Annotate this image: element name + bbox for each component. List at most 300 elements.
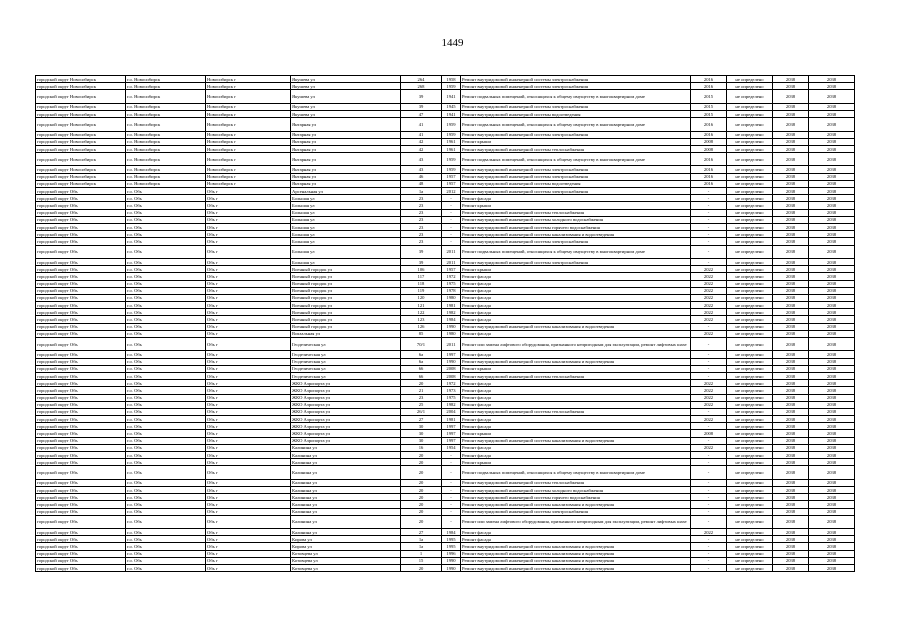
table-cell: 268 bbox=[401, 83, 442, 90]
table-cell: городской округ Обь bbox=[36, 466, 126, 479]
table-cell: Обь г bbox=[206, 437, 291, 444]
table-row bbox=[36, 83, 855, 90]
table-cell: Ремонт фасада bbox=[461, 423, 691, 430]
table-cell: 2038 bbox=[773, 416, 809, 423]
table-cell: Ремонт внутридомовой инженерной системы водоотведения bbox=[461, 180, 691, 187]
table-cell: Ремонт внутридомовой инженерной системы теплоснабжения bbox=[461, 145, 691, 152]
table-cell: г.о. Обь bbox=[126, 466, 206, 479]
table-cell: 85 bbox=[401, 330, 442, 337]
table-row bbox=[36, 131, 855, 138]
table-cell: не определено bbox=[727, 401, 773, 408]
table-cell: г.о. Обь bbox=[126, 195, 206, 202]
table-cell: Ремонт внутридомовой инженерной системы электроснабжения bbox=[461, 508, 691, 515]
table-cell: Ремонт подвальных помещений, относящихся к общему имуществу в многоквартирном доме bbox=[461, 90, 691, 103]
table-cell: Обь г bbox=[206, 394, 291, 401]
table-row bbox=[36, 394, 855, 401]
table-cell: 1990 bbox=[442, 358, 461, 365]
table-cell: 2038 bbox=[773, 103, 809, 110]
table-row bbox=[36, 365, 855, 372]
table-cell: 1984 bbox=[442, 316, 461, 323]
table-cell: 2038 bbox=[809, 287, 855, 294]
table-cell: Новосибирск г bbox=[206, 166, 291, 173]
table-cell: Военный городок ул bbox=[291, 266, 401, 273]
table-cell: 1975 bbox=[442, 394, 461, 401]
table-row bbox=[36, 223, 855, 230]
table-cell: 1980 bbox=[442, 294, 461, 301]
table-cell: 2038 bbox=[809, 479, 855, 486]
table-cell: г.о. Обь bbox=[126, 479, 206, 486]
table-cell: 2038 bbox=[773, 486, 809, 493]
table-cell: Ремонт внутридомовой инженерной системы электроснабжения bbox=[461, 173, 691, 180]
table-cell: 1975 bbox=[442, 280, 461, 287]
table-cell: г.о. Обь bbox=[126, 394, 206, 401]
table-cell: Ремонт внутридомовой инженерной системы электроснабжения bbox=[461, 76, 691, 83]
table-cell: 1995 bbox=[442, 536, 461, 543]
table-cell: 2016 bbox=[691, 131, 727, 138]
table-cell: городской округ Обь bbox=[36, 209, 126, 216]
table-cell: не определено bbox=[727, 486, 773, 493]
table-cell: г.о. Обь bbox=[126, 437, 206, 444]
table-cell: 2038 bbox=[809, 83, 855, 90]
table-cell: городской округ Обь bbox=[36, 401, 126, 408]
table-cell: городской округ Обь bbox=[36, 365, 126, 372]
table-cell: 2038 bbox=[773, 338, 809, 351]
table-cell: 1972 bbox=[442, 380, 461, 387]
table-cell: 23 bbox=[401, 223, 442, 230]
table-cell: 2038 bbox=[773, 323, 809, 330]
table-cell: - bbox=[691, 223, 727, 230]
table-cell: 2038 bbox=[809, 238, 855, 245]
table-cell: 2038 bbox=[773, 258, 809, 265]
table-cell: Большая ул bbox=[291, 202, 401, 209]
table-cell: 2038 bbox=[809, 258, 855, 265]
table-cell: городской округ Обь bbox=[36, 423, 126, 430]
table-cell: 20 bbox=[401, 501, 442, 508]
repair-schedule-table bbox=[35, 75, 855, 572]
table-cell: 20 bbox=[401, 515, 442, 528]
table-cell: Калинина ул bbox=[291, 479, 401, 486]
table-cell: - bbox=[691, 479, 727, 486]
table-cell: 2022 bbox=[691, 294, 727, 301]
table-cell: 20 bbox=[401, 486, 442, 493]
table-cell: не определено bbox=[727, 138, 773, 145]
table-cell: Ремонт внутридомовой инженерной системы горячего водоснабжения bbox=[461, 223, 691, 230]
table-cell: Ремонт фасада bbox=[461, 416, 691, 423]
table-cell: 2038 bbox=[809, 380, 855, 387]
table-cell: - bbox=[691, 437, 727, 444]
table-cell: не определено bbox=[727, 508, 773, 515]
table-cell: г.о. Обь bbox=[126, 209, 206, 216]
table-cell: городской округ Обь bbox=[36, 258, 126, 265]
table-cell: 1959 bbox=[442, 83, 461, 90]
table-cell: 1а bbox=[401, 188, 442, 195]
table-cell: 42 bbox=[401, 145, 442, 152]
table-cell: 2022 bbox=[691, 394, 727, 401]
table-cell: Якушева ул bbox=[291, 90, 401, 103]
table-cell: Новосибирск г bbox=[206, 180, 291, 187]
table-row bbox=[36, 565, 855, 572]
table-cell: 2016 bbox=[691, 166, 727, 173]
table-cell: 16 bbox=[401, 444, 442, 451]
table-cell: 2038 bbox=[773, 351, 809, 358]
table-cell: г.о. Новосибирск bbox=[126, 118, 206, 131]
table-cell: - bbox=[691, 557, 727, 564]
table-cell: 1978 bbox=[442, 287, 461, 294]
table-cell: Ремонт фасада bbox=[461, 302, 691, 309]
table-cell: Ремонт подвальных помещений, относящихся к общему имуществу в многоквартирном доме bbox=[461, 245, 691, 258]
table-cell: Обь г bbox=[206, 430, 291, 437]
table-row bbox=[36, 557, 855, 564]
table-cell: - bbox=[691, 231, 727, 238]
table-cell: 2016 bbox=[691, 173, 727, 180]
table-cell: 20 bbox=[401, 494, 442, 501]
table-cell: 2038 bbox=[809, 223, 855, 230]
table-cell: г.о. Обь bbox=[126, 408, 206, 415]
table-cell: 2038 bbox=[773, 110, 809, 117]
table-cell: - bbox=[442, 195, 461, 202]
table-cell: Обь г bbox=[206, 358, 291, 365]
table-cell: 20 bbox=[401, 452, 442, 459]
table-cell: не определено bbox=[727, 180, 773, 187]
table-cell: 2022 bbox=[691, 387, 727, 394]
table-cell: 2015 bbox=[691, 90, 727, 103]
table-cell: Обь г bbox=[206, 529, 291, 536]
table-cell: 23 bbox=[401, 216, 442, 223]
table-cell: 2022 bbox=[691, 302, 727, 309]
table-cell: Военный городок ул bbox=[291, 323, 401, 330]
table-cell: 2038 bbox=[773, 238, 809, 245]
table-cell: 2038 bbox=[773, 408, 809, 415]
table-cell: ЖКО Аэропорта ул bbox=[291, 423, 401, 430]
table-cell: городской округ Обь bbox=[36, 216, 126, 223]
table-cell: Ремонт внутридомовой инженерной системы электроснабжения bbox=[461, 103, 691, 110]
table-cell: 1941 bbox=[442, 110, 461, 117]
table-cell: Ремонт внутридомовой инженерной системы электроснабжения bbox=[461, 166, 691, 173]
table-cell: 2038 bbox=[809, 338, 855, 351]
table-cell: г.о. Новосибирск bbox=[126, 180, 206, 187]
table-cell: Янтарная ул bbox=[291, 180, 401, 187]
table-cell: не определено bbox=[727, 372, 773, 379]
table-cell: Обь г bbox=[206, 380, 291, 387]
table-cell: городской округ Обь bbox=[36, 380, 126, 387]
table-cell: - bbox=[691, 515, 727, 528]
table-cell: 1982 bbox=[442, 309, 461, 316]
table-cell: 2015 bbox=[691, 110, 727, 117]
table-cell: 2016 bbox=[691, 153, 727, 166]
table-cell: Новосибирск г bbox=[206, 173, 291, 180]
table-row bbox=[36, 138, 855, 145]
table-cell: 2038 bbox=[773, 180, 809, 187]
table-cell: 2038 bbox=[773, 466, 809, 479]
table-cell: Новосибирск г bbox=[206, 138, 291, 145]
table-cell: 46 bbox=[401, 173, 442, 180]
table-cell: Геодезическая ул bbox=[291, 365, 401, 372]
table-cell: городской округ Новосибирск bbox=[36, 153, 126, 166]
table-cell: городской округ Новосибирск bbox=[36, 90, 126, 103]
table-cell: 1995 bbox=[442, 543, 461, 550]
table-cell: г.о. Обь bbox=[126, 501, 206, 508]
table-row bbox=[36, 188, 855, 195]
table-cell: г.о. Обь bbox=[126, 543, 206, 550]
table-row bbox=[36, 287, 855, 294]
table-cell: г.о. Обь bbox=[126, 309, 206, 316]
table-cell: 1941 bbox=[442, 90, 461, 103]
table-cell: 39 bbox=[401, 245, 442, 258]
table-cell: г.о. Обь bbox=[126, 423, 206, 430]
table-cell: Обь г bbox=[206, 550, 291, 557]
table-cell: Якушева ул bbox=[291, 83, 401, 90]
table-cell: 1959 bbox=[442, 131, 461, 138]
table-cell: 2038 bbox=[773, 330, 809, 337]
table-cell: не определено bbox=[727, 557, 773, 564]
table-cell: г.о. Обь bbox=[126, 202, 206, 209]
table-row bbox=[36, 501, 855, 508]
table-cell: 2038 bbox=[773, 294, 809, 301]
table-cell: г.о. Новосибирск bbox=[126, 166, 206, 173]
table-cell: г.о. Обь bbox=[126, 444, 206, 451]
table-cell: Военный городок ул bbox=[291, 280, 401, 287]
table-cell: г.о. Обь bbox=[126, 302, 206, 309]
table-cell: г.о. Обь bbox=[126, 372, 206, 379]
table-cell: Якушева ул bbox=[291, 76, 401, 83]
table-cell: 1973 bbox=[442, 387, 461, 394]
table-cell: не определено bbox=[727, 103, 773, 110]
table-cell: 122 bbox=[401, 309, 442, 316]
table-cell: г.о. Обь bbox=[126, 216, 206, 223]
table-cell: 2038 bbox=[809, 330, 855, 337]
table-cell: Ремонт фасада bbox=[461, 529, 691, 536]
table-cell: Обь г bbox=[206, 494, 291, 501]
table-row bbox=[36, 351, 855, 358]
table-cell: не определено bbox=[727, 209, 773, 216]
table-cell: - bbox=[442, 223, 461, 230]
table-cell: 2012 bbox=[442, 188, 461, 195]
table-cell: Обь г bbox=[206, 188, 291, 195]
table-cell: г.о. Обь bbox=[126, 323, 206, 330]
table-cell: Геодезическая ул bbox=[291, 372, 401, 379]
table-cell: 1972 bbox=[442, 273, 461, 280]
table-cell: г.о. Обь bbox=[126, 351, 206, 358]
table-cell: 264 bbox=[401, 76, 442, 83]
table-cell: Новосибирск г bbox=[206, 103, 291, 110]
table-cell: г.о. Обь bbox=[126, 188, 206, 195]
table-cell: ЖКО Аэропорта ул bbox=[291, 401, 401, 408]
table-row bbox=[36, 173, 855, 180]
table-cell: Ремонт внутридомовой инженерной системы канализования и водоотведения bbox=[461, 231, 691, 238]
table-cell: Ремонт внутридомовой инженерной системы электроснабжения bbox=[461, 258, 691, 265]
table-cell: 2038 bbox=[773, 494, 809, 501]
table-cell: - bbox=[442, 508, 461, 515]
table-row bbox=[36, 330, 855, 337]
table-cell: 2038 bbox=[773, 536, 809, 543]
table-cell: Ремонт внутридомовой инженерной системы теплоснабжения bbox=[461, 408, 691, 415]
table-cell: 2038 bbox=[809, 316, 855, 323]
table-cell: 39 bbox=[401, 90, 442, 103]
table-cell: 1997 bbox=[442, 430, 461, 437]
table-row bbox=[36, 180, 855, 187]
table-cell: 2038 bbox=[809, 387, 855, 394]
table-cell: 2022 bbox=[691, 416, 727, 423]
table-cell: не определено bbox=[727, 338, 773, 351]
table-cell: Ремонт фасада bbox=[461, 195, 691, 202]
table-cell: г.о. Обь bbox=[126, 494, 206, 501]
table-row bbox=[36, 459, 855, 466]
table-cell: 2038 bbox=[809, 394, 855, 401]
table-cell: г.о. Новосибирск bbox=[126, 153, 206, 166]
table-cell: Калинина ул bbox=[291, 452, 401, 459]
table-cell: Ремонт фасада bbox=[461, 330, 691, 337]
table-cell: не определено bbox=[727, 166, 773, 173]
table-cell: Ремонт внутридомовой инженерной системы канализования и водоотведения bbox=[461, 557, 691, 564]
table-cell: не определено bbox=[727, 459, 773, 466]
table-cell: 2038 bbox=[809, 302, 855, 309]
table-cell: 41 bbox=[401, 131, 442, 138]
table-row bbox=[36, 430, 855, 437]
table-cell: 42 bbox=[401, 138, 442, 145]
table-cell: 2038 bbox=[773, 166, 809, 173]
table-cell: г.о. Новосибирск bbox=[126, 103, 206, 110]
table-cell: не определено bbox=[727, 529, 773, 536]
table-cell: 2038 bbox=[773, 529, 809, 536]
table-cell: Обь г bbox=[206, 258, 291, 265]
table-cell: не определено bbox=[727, 266, 773, 273]
table-row bbox=[36, 416, 855, 423]
table-cell: Военный городок ул bbox=[291, 287, 401, 294]
table-cell: 118 bbox=[401, 280, 442, 287]
table-cell: 2022 bbox=[691, 380, 727, 387]
table-row bbox=[36, 145, 855, 152]
table-cell: 1990 bbox=[442, 323, 461, 330]
table-cell: Новосибирск г bbox=[206, 145, 291, 152]
table-cell: 2038 bbox=[809, 273, 855, 280]
table-cell: 23 bbox=[401, 202, 442, 209]
table-row bbox=[36, 479, 855, 486]
table-cell: Калинина ул bbox=[291, 444, 401, 451]
table-cell: ЖКО Аэропорта ул bbox=[291, 394, 401, 401]
table-cell: 2008 bbox=[691, 138, 727, 145]
table-cell: не определено bbox=[727, 550, 773, 557]
table-cell: 1982 bbox=[442, 401, 461, 408]
table-cell: 2038 bbox=[809, 351, 855, 358]
table-cell: Ремонт фасада bbox=[461, 401, 691, 408]
table-cell: не определено bbox=[727, 83, 773, 90]
table-cell: Ремонт фасада bbox=[461, 351, 691, 358]
table-row bbox=[36, 103, 855, 110]
table-row bbox=[36, 202, 855, 209]
table-cell: 2038 bbox=[809, 565, 855, 572]
table-cell: 2022 bbox=[691, 401, 727, 408]
table-cell: 2016 bbox=[691, 83, 727, 90]
table-cell: 66 bbox=[401, 372, 442, 379]
table-cell: Военный городок ул bbox=[291, 316, 401, 323]
table-row bbox=[36, 258, 855, 265]
table-cell: 2011 bbox=[442, 258, 461, 265]
table-cell: Арсенальная ул bbox=[291, 188, 401, 195]
table-row bbox=[36, 209, 855, 216]
table-cell: Ремонт фасада bbox=[461, 280, 691, 287]
table-cell: не определено bbox=[727, 316, 773, 323]
table-cell: 2016 bbox=[691, 180, 727, 187]
table-row bbox=[36, 316, 855, 323]
table-cell: 66 bbox=[401, 365, 442, 372]
table-cell: Большая ул bbox=[291, 238, 401, 245]
table-cell: Ремонт внутридомовой инженерной системы канализования и водоотведения bbox=[461, 543, 691, 550]
table-row bbox=[36, 444, 855, 451]
table-cell: 2038 bbox=[809, 138, 855, 145]
table-cell: 1961 bbox=[442, 138, 461, 145]
table-cell: не определено bbox=[727, 501, 773, 508]
table-cell: - bbox=[691, 238, 727, 245]
table-cell: 2038 bbox=[809, 550, 855, 557]
table-cell: 2008 bbox=[691, 430, 727, 437]
table-cell: 21 bbox=[401, 387, 442, 394]
table-cell: 2038 bbox=[809, 188, 855, 195]
table-cell: Ремонт фасада bbox=[461, 536, 691, 543]
table-cell: 2038 bbox=[809, 444, 855, 451]
table-cell: Ремонт подвальных помещений, относящихся к общему имуществу в многоквартирном доме bbox=[461, 466, 691, 479]
table-cell: - bbox=[442, 459, 461, 466]
table-cell: Обь г bbox=[206, 486, 291, 493]
table-cell: Ремонт крыши bbox=[461, 365, 691, 372]
table-cell: г.о. Новосибирск bbox=[126, 76, 206, 83]
table-cell: 20 bbox=[401, 459, 442, 466]
table-cell: 2038 bbox=[773, 316, 809, 323]
table-cell: городской округ Обь bbox=[36, 529, 126, 536]
table-cell: Обь г bbox=[206, 372, 291, 379]
table-cell: 1959 bbox=[442, 153, 461, 166]
table-cell: Ремонт фасада bbox=[461, 380, 691, 387]
table-cell: Обь г bbox=[206, 387, 291, 394]
table-cell: 2038 bbox=[809, 180, 855, 187]
table-cell: городской округ Новосибирск bbox=[36, 76, 126, 83]
table-cell: Ремонт фасада bbox=[461, 273, 691, 280]
table-cell: Обь г bbox=[206, 565, 291, 572]
table-cell: 20 bbox=[401, 479, 442, 486]
table-cell: г.о. Обь bbox=[126, 550, 206, 557]
table-cell: 106 bbox=[401, 266, 442, 273]
table-row bbox=[36, 153, 855, 166]
table-cell: 2011 bbox=[442, 338, 461, 351]
table-cell: г.о. Новосибирск bbox=[126, 90, 206, 103]
table-cell: не определено bbox=[727, 76, 773, 83]
table-cell: 2015 bbox=[691, 103, 727, 110]
table-cell: Ремонт внутридомовой инженерной системы канализования и водоотведения bbox=[461, 501, 691, 508]
table-row bbox=[36, 543, 855, 550]
table-cell: 2038 bbox=[773, 372, 809, 379]
table-cell: Обь г bbox=[206, 416, 291, 423]
table-cell: 1957 bbox=[442, 266, 461, 273]
table-cell: - bbox=[691, 565, 727, 572]
table-cell: Новосибирск г bbox=[206, 131, 291, 138]
table-cell: - bbox=[442, 486, 461, 493]
table-cell: Обь г bbox=[206, 401, 291, 408]
table-row bbox=[36, 536, 855, 543]
table-cell: г.о. Обь bbox=[126, 430, 206, 437]
table-cell: Ремонт внутридомовой инженерной системы электроснабжения bbox=[461, 83, 691, 90]
table-cell: городской округ Обь bbox=[36, 223, 126, 230]
table-cell: Обь г bbox=[206, 209, 291, 216]
table-cell: 2038 bbox=[809, 216, 855, 223]
table-cell: городской округ Обь bbox=[36, 351, 126, 358]
table-cell: г.о. Обь bbox=[126, 365, 206, 372]
table-cell: городской округ Обь bbox=[36, 316, 126, 323]
table-cell: Ремонт внутридомовой инженерной системы канализования и водоотведения bbox=[461, 550, 691, 557]
table-row bbox=[36, 423, 855, 430]
table-cell: городской округ Обь bbox=[36, 245, 126, 258]
table-cell: Обь г bbox=[206, 501, 291, 508]
table-cell: не определено bbox=[727, 223, 773, 230]
table-cell: 6а bbox=[401, 351, 442, 358]
